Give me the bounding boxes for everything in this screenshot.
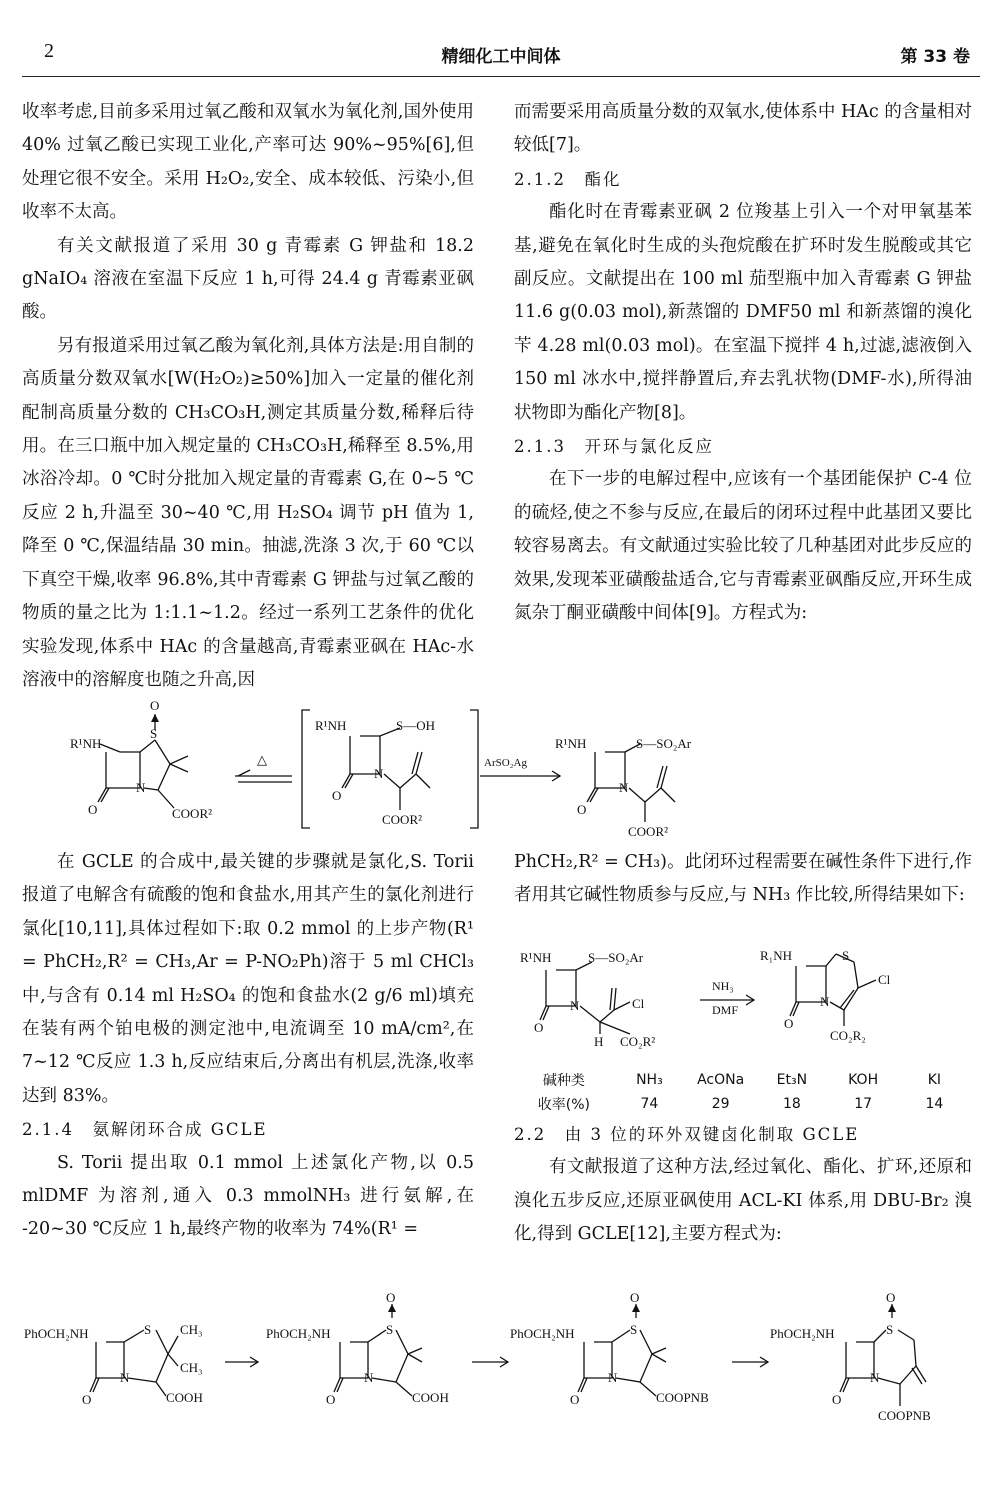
label-so2ar: S—SO₂Ar: [636, 736, 692, 751]
label-o: O: [386, 1290, 396, 1305]
label-r1nh: R¹NH: [70, 736, 102, 751]
label-o: O: [88, 802, 98, 817]
label-n: N: [570, 998, 580, 1013]
label-sub: PhOCH₂NH: [770, 1326, 835, 1341]
label-coor2: COOR²: [172, 806, 213, 821]
paragraph: 有文献报道了这种方法,经过氧化、酯化、扩环,还原和溴化五步反应,还原亚砜使用 ACL-KI 体系,用 DBU-Br₂ 溴化,得到 GCLE[12],主要方程式为:: [514, 1157, 972, 1245]
label-co2r2: CO₂R²: [620, 1034, 656, 1049]
label-o: O: [886, 1290, 896, 1305]
table-row: [514, 1068, 970, 1092]
label-co2r2-b: CO₂R₂: [830, 1028, 866, 1043]
label-o: O: [577, 802, 587, 817]
label-n: N: [136, 780, 146, 795]
label-so2ar: S—SO₂Ar: [588, 950, 644, 965]
label-ch3: CH₃: [180, 1360, 203, 1375]
reaction-scheme-2: [514, 948, 970, 1063]
label-n: N: [608, 1370, 618, 1385]
label-o: O: [82, 1392, 92, 1407]
label-reagent-bottom: DMF: [712, 1003, 739, 1017]
label-heat: △: [257, 752, 267, 767]
label-o: O: [332, 788, 342, 803]
paragraph: 有关文献报道了采用 30 g 青霉素 G 钾盐和 18.2 gNaIO₄ 溶液在室温下反应 1 h,可得 24.4 g 青霉素亚砜酸。: [22, 235, 474, 323]
section-heading: 2.2 由 3 位的环外双键卤化制取 GCLE: [514, 1125, 860, 1144]
label-reagent-top: NH₃: [712, 979, 734, 993]
label-n: N: [374, 766, 384, 781]
label-sub: PhOCH₂NH: [266, 1326, 331, 1341]
section-heading: 2.1.2 酯化: [514, 169, 622, 189]
paragraph: S. Torii 提出取 0.1 mmol 上述氯化产物,以 0.5 mlDMF 为溶剂,通入 0.3 mmolNH₃ 进行氨解,在 -20~30 ℃反应 1 h,最终产物的收率为 74%(R¹ =: [22, 1152, 474, 1240]
table-row: [514, 1092, 970, 1116]
label-o: O: [150, 700, 160, 713]
label-r1nh: R¹NH: [315, 718, 347, 733]
label-n: N: [820, 994, 830, 1009]
table-cell: KOH: [848, 1072, 879, 1088]
table-cell: 碱种类: [542, 1073, 585, 1089]
page-number: 2: [44, 40, 54, 62]
table-cell: NH₃: [636, 1072, 663, 1088]
paragraph: 在 GCLE 的合成中,最关键的步骤就是氯化,S. Torii 报道了电解含有硫酸的饱和食盐水,用其产生的氯化剂进行氯化[10,11],具体过程如下:取 0.2 mmol 的上步产物(R¹ = PhCH₂,R² = CH₃,Ar = P-NO₂Ph)溶于 5 ml CHCl₃ 中,与含有 0.14 ml H₂SO₄ 的饱和食盐水(2 g/6 ml)填充在装有两个铂电极的测定池中,电流调至 10 mA/cm²,在 7~12 ℃反应 1.3 h,反应结束后,分离出有机层,洗涤,收率达到 83%。: [22, 852, 474, 1106]
label-r1nh-b: R₁NH: [760, 948, 792, 963]
label-sub: PhOCH₂NH: [24, 1326, 89, 1341]
label-coopnb: COOPNB: [878, 1408, 931, 1423]
column-right-bottom: [514, 1118, 972, 1252]
column-left-top: [22, 96, 474, 697]
label-o: O: [630, 1290, 640, 1305]
table-cell: 74: [640, 1096, 659, 1112]
label-coor2: COOR²: [628, 824, 669, 839]
paragraph: 酯化时在青霉素亚砜 2 位羧基上引入一个对甲氧基苯基,避免在氧化时生成的头孢烷酸在扩环时发生脱酸或其它副反应。文献提出在 100 ml 茄型瓶中加入青霉素 G 钾盐 11.6 g(0.03 mol),新蒸馏的 DMF50 ml 和新蒸馏的溴化苄 4.28 ml(0.03 mol)。在室温下搅拌 4 h,过滤,滤液倒入 150 ml 冰水中,搅拌静置后,弃去乳状物(DMF-水),所得油状物即为酯化产物[8]。: [514, 202, 972, 423]
reaction-scheme-1: [60, 700, 960, 842]
label-cooh: COOH: [412, 1390, 449, 1405]
label-soh: S—OH: [396, 718, 436, 733]
label-o: O: [784, 1016, 794, 1031]
label-o: O: [326, 1392, 336, 1407]
label-r1nh: R¹NH: [555, 736, 587, 751]
paragraph: 收率考虑,目前多采用过氧乙酸和双氧水为氧化剂,国外使用 40% 过氧乙酸已实现工业化,产率可达 90%~95%[6],但处理它很不安全。采用 H₂O₂,安全、成本较低、污染小,但收率不太高。: [22, 102, 474, 223]
table-cell: 14: [925, 1096, 944, 1112]
label-s: S: [842, 948, 850, 963]
label-s: S: [144, 1322, 152, 1337]
table-cell: 29: [711, 1096, 730, 1112]
volume-label: 第 33 卷: [900, 47, 970, 67]
column-right-middle: [514, 846, 972, 913]
journal-title: 精细化工中间体: [441, 47, 561, 67]
label-cl: Cl: [878, 972, 891, 987]
paragraph: 而需要采用高质量分数的双氧水,使体系中 HAc 的含量相对较低[7]。: [514, 102, 972, 156]
label-n: N: [619, 780, 629, 795]
label-sub: PhOCH₂NH: [510, 1326, 575, 1341]
table-cell: 收率(%): [537, 1097, 590, 1113]
paragraph: PhCH₂,R² = CH₃)。此闭环过程需要在碱性条件下进行,作者用其它碱性物质参与反应,与 NH₃ 作比较,所得结果如下:: [514, 852, 972, 906]
label-n: N: [870, 1370, 880, 1385]
paragraph: 在下一步的电解过程中,应该有一个基团能保护 C-4 位的硫烃,使之不参与反应,在最后的闭环过程中此基团又要比较容易离去。有文献通过实验比较了几种基团对此步反应的效果,发现苯亚磺酸盐适合,它与青霉素亚砜酯反应,开环生成氮杂丁酮亚磺酸中间体[9]。方程式为:: [514, 469, 972, 624]
label-o: O: [534, 1020, 544, 1035]
table-cell: Et₃N: [776, 1072, 808, 1088]
label-coor2: COOR²: [382, 812, 423, 827]
label-cooh: COOH: [166, 1390, 203, 1405]
reaction-scheme-3: [20, 1290, 980, 1430]
page-header: [22, 40, 980, 68]
table-cell: KI: [927, 1072, 942, 1088]
section-heading: 2.1.3 开环与氯化反应: [514, 437, 714, 457]
label-reagent: ArSO₂Ag: [484, 757, 527, 769]
base-yield-table: [514, 1068, 970, 1116]
table-cell: 17: [854, 1096, 873, 1112]
label-s: S: [150, 726, 158, 741]
header-rule: [22, 76, 980, 77]
label-n: N: [120, 1370, 130, 1385]
label-o: O: [570, 1392, 580, 1407]
label-s: S: [386, 1322, 394, 1337]
column-right-top: [514, 96, 972, 631]
section-heading: 2.1.4 氨解闭环合成 GCLE: [22, 1120, 268, 1140]
label-n: N: [364, 1370, 374, 1385]
label-h: H: [594, 1034, 604, 1049]
label-s: S: [630, 1322, 638, 1337]
label-cl: Cl: [632, 996, 645, 1011]
paragraph: 另有报道采用过氧乙酸为氧化剂,具体方法是:用自制的高质量分数双氧水[W(H₂O₂)≥50%]加入一定量的催化剂配制高质量分数的 CH₃CO₃H,测定其质量分数,稀释后待用。在三口瓶中加入规定量的 CH₃CO₃H,稀释至 8.5%,用冰浴冷却。0 ℃时分批加入规定量的青霉素 G,在 0~5 ℃反应 2 h,升温至 30~40 ℃,用 H₂SO₄ 调节 pH 值为 1,降至 0 ℃,保温结晶 30 min。抽滤,洗涤 3 次,于 60 ℃以下真空干燥,收率 96.8%,其中青霉素 G 钾盐与过氧乙酸的物质的量之比为 1:1.1~1.2。经过一系列工艺条件的优化实验发现,体系中 HAc 的含量越高,青霉素亚砜在 HAc-水溶液中的溶解度也随之升高,因: [22, 335, 474, 690]
label-ch3: CH₃: [180, 1322, 203, 1337]
label-r1nh: R¹NH: [520, 950, 552, 965]
table-cell: 18: [782, 1096, 801, 1112]
table-cell: AcONa: [697, 1072, 745, 1088]
label-coopnb: COOPNB: [656, 1390, 709, 1405]
label-s: S: [886, 1322, 894, 1337]
column-left-middle: [22, 846, 474, 1247]
label-o: O: [832, 1392, 842, 1407]
